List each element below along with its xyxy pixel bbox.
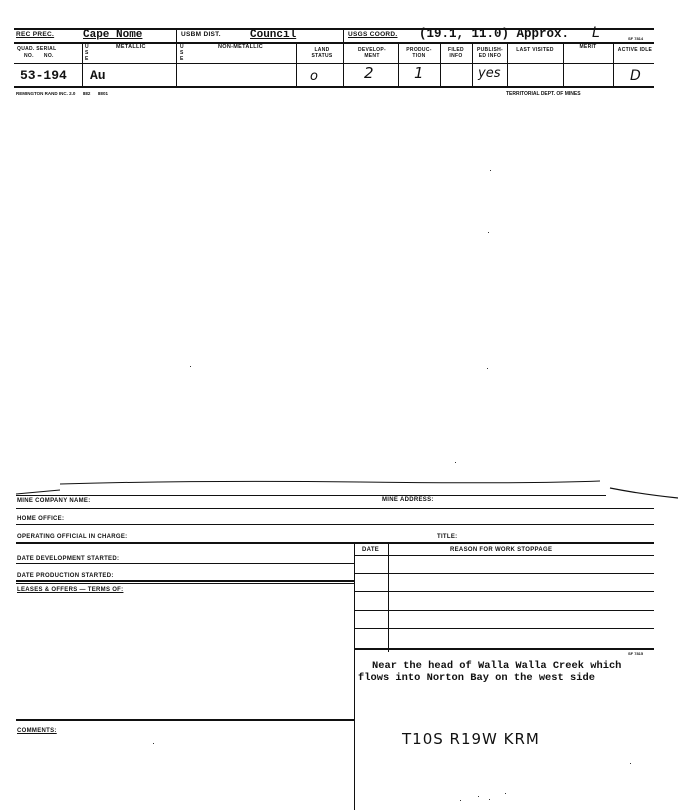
rule (354, 591, 654, 592)
header-published-info: PUBLISH-ED INFO (476, 47, 503, 59)
divider-usgs (343, 28, 344, 86)
value-land-status: o (310, 69, 318, 84)
rec-prec-label: REC PREC. (16, 31, 55, 38)
date-development-label: DATE DEVELOPMENT STARTED: (17, 556, 120, 562)
location-line-1: Near the head of Walla Walla Creek which (372, 660, 622, 672)
card-edge (0, 476, 678, 500)
rule (16, 580, 354, 582)
rule (16, 542, 654, 544)
header-use-e2: E (180, 56, 184, 62)
speck (505, 793, 506, 794)
col-divider (440, 42, 441, 86)
rule (354, 573, 654, 574)
header-merit: MERIT (579, 44, 597, 50)
rule (16, 495, 606, 496)
center-divider (354, 542, 355, 810)
mine-company-name-label: MINE COMPANY NAME: (17, 498, 91, 504)
speck (490, 170, 491, 171)
form-code-top: SF 7814 (628, 36, 644, 41)
col-divider (563, 42, 564, 86)
rule (16, 563, 354, 564)
rec-prec-value: Cape Nome (83, 29, 143, 41)
header-use-u: U (85, 44, 89, 50)
rule (354, 610, 654, 611)
usbm-dist-label: USBM DIST. (181, 31, 221, 38)
speck (153, 743, 154, 744)
comments-label: COMMENTS: (17, 728, 57, 734)
speck (455, 462, 456, 463)
header-non-metallic: NON-METALLIC (218, 44, 264, 50)
value-quad-serial: 53-194 (20, 68, 67, 83)
rule (354, 648, 654, 650)
header-use-e: E (85, 56, 89, 62)
usgs-coord-label: USGS COORD. (348, 31, 398, 38)
header-use-s2: S (180, 50, 184, 56)
footer-right: TERRITORIAL DEPT. OF MINES (506, 91, 581, 97)
header-filed-info: FILED INFO (448, 47, 464, 59)
header-no-no: NO. NO. (24, 53, 54, 59)
speck (487, 368, 488, 369)
mine-address-label: MINE ADDRESS: (382, 497, 434, 503)
usgs-coord-value: (19.1, 11.0) Approx. (419, 27, 570, 41)
header-active-idle: ACTIVE IDLE (617, 47, 653, 53)
date-col-divider (388, 542, 389, 652)
value-production: 1 (414, 64, 424, 82)
header-quad-serial: QUAD. SERIAL (17, 46, 57, 52)
col-divider (507, 42, 508, 86)
divider-usbm (176, 28, 177, 86)
col-divider (82, 42, 83, 86)
rule (16, 583, 354, 584)
header-metallic: METALLIC (116, 44, 146, 50)
header-last-visited: LAST VISITED (516, 47, 554, 53)
subheader-rule (14, 63, 654, 64)
value-active-idle: D (630, 68, 641, 84)
location-line-2: flows into Norton Bay on the west side (358, 672, 595, 684)
rule (354, 628, 654, 629)
value-development: 2 (364, 64, 374, 82)
date-production-label: DATE PRODUCTION STARTED: (17, 573, 114, 579)
form-code-bottom: SF 7815 (628, 651, 644, 656)
value-published-info: yes (478, 66, 501, 81)
header-rule (14, 42, 654, 44)
speck (489, 799, 490, 800)
speck (478, 796, 479, 797)
col-divider (613, 42, 614, 86)
title-label: TITLE: (437, 534, 458, 540)
township-note: T10S R19W KRM (402, 730, 540, 748)
row-bottom-rule (14, 86, 654, 88)
speck (630, 763, 631, 764)
speck (460, 800, 461, 801)
col-divider (398, 42, 399, 86)
header-use-u2: U (180, 44, 184, 50)
corner-mark: L (592, 25, 600, 41)
speck (488, 232, 489, 233)
col-divider (296, 42, 297, 86)
reason-header: REASON FOR WORK STOPPAGE (450, 547, 553, 553)
date-header: DATE (362, 547, 380, 553)
footer-left: REMINGTON RAND INC. 2.0 882 8801 (16, 91, 108, 96)
col-divider (472, 42, 473, 86)
header-development: DEVELOP-MENT (358, 47, 386, 59)
header-land-status: LAND STATUS (311, 47, 333, 59)
rule (16, 524, 654, 525)
header-production: PRODUC-TION (406, 47, 432, 59)
header-use-s: S (85, 50, 89, 56)
usbm-dist-value: Council (250, 29, 297, 41)
rule (354, 555, 654, 556)
value-metallic: Au (90, 68, 106, 83)
home-office-label: HOME OFFICE: (17, 516, 65, 522)
rule (16, 719, 354, 721)
operating-official-label: OPERATING OFFICIAL IN CHARGE: (17, 534, 128, 540)
leases-label: LEASES & OFFERS — TERMS OF: (17, 587, 124, 593)
speck (190, 366, 191, 367)
rule (16, 508, 654, 509)
